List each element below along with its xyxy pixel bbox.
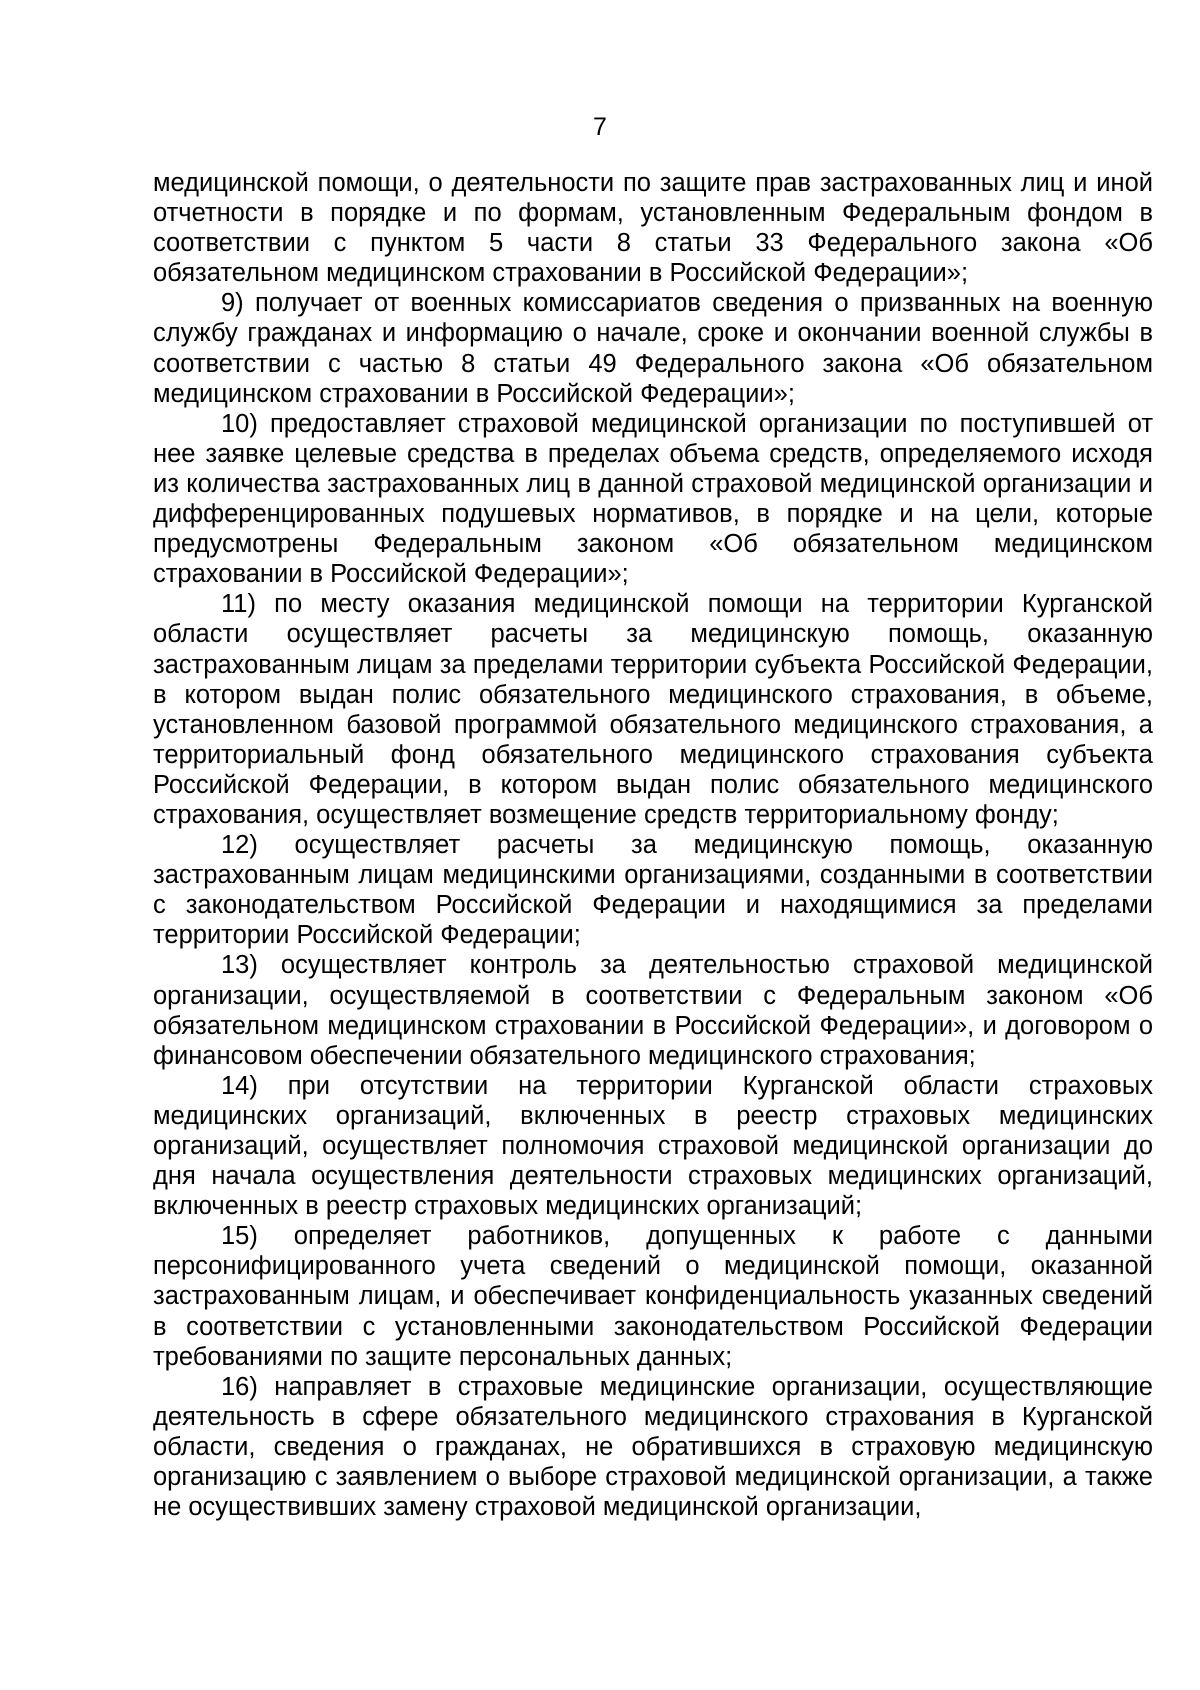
paragraph-item-9: 9) получает от военных комиссариатов сведения о призванных на военную службу гражданах и информацию о начале, сроке и окончании военной службы в соответствии с частью 8 статьи 49 Федерального закона «Об обязательном медицинском страховании в Российской Федерации»; xyxy=(153,289,1153,408)
page-number: 7 xyxy=(593,113,607,141)
paragraph-item-13: 13) осуществляет контроль за деятельностью страховой медицинской организации, осуществляемой в соответствии с Федеральным законом «Об обязательном медицинском страховании в Российской Федерации», и договором о финансовом обеспечении обязательного медицинского страхования; xyxy=(153,951,1153,1070)
document-body xyxy=(153,168,1153,1522)
paragraph-continuation: медицинской помощи, о деятельности по защите прав застрахованных лиц и иной отчетности в порядке и по формам, установленным Федеральным фондом в соответствии с пунктом 5 части 8 статьи 33 Федерального закона «Об обязательном медицинском страховании в Российской Федерации»; xyxy=(153,169,1153,288)
paragraph-item-14: 14) при отсутствии на территории Курганской области страховых медицинских организаций, включенных в реестр страховых медицинских организаций, осуществляет полномочия страховой медицинской организации до дня начала осуществления деятельности страховых медицинских организаций, включенных в реестр страховых медицинских организаций; xyxy=(153,1071,1153,1221)
paragraph-item-12: 12) осуществляет расчеты за медицинскую помощь, оказанную застрахованным лицам медицинскими организациями, созданными в соответствии с законодательством Российской Федерации и находящимися за пределами территории Российской Федерации; xyxy=(153,831,1153,950)
paragraph-item-15: 15) определяет работников, допущенных к работе с данными персонифицированного учета сведений о медицинской помощи, оказанной застрахованным лицам, и обеспечивает конфиденциальность указанных сведений в соответствии с установленными законодательством Российской Федерации требованиями по защите персональных данных; xyxy=(153,1222,1153,1371)
paragraph-item-11: 11) по месту оказания медицинской помощи на территории Курганской области осуществляет расчеты за медицинскую помощь, оказанную застрахованным лицам за пределами территории субъекта Российской Федерации, в котором выдан полис обязательного медицинского страхования, в объеме, установленном базовой программой обязательного медицинского страхования, а территориальный фонд обязательного медицинского страхования субъекта Российской Федерации, в котором выдан полис обязательного медицинского страхования, осуществляет возмещение средств территориальному фонду; xyxy=(153,590,1153,829)
paragraph-item-10: 10) предоставляет страховой медицинской организации по поступившей от нее заявке целевые средства в пределах объема средств, определяемого исходя из количества застрахованных лиц в данной страховой медицинской организации и дифференцированных подушевых нормативов, в порядке и на цели, которые предусмотрены Федеральным законом «Об обязательном медицинском страховании в Российской Федерации»; xyxy=(153,409,1153,589)
paragraph-item-16: 16) направляет в страховые медицинские организации, осуществляющие деятельность в сфере обязательного медицинского страхования в Курганской области, сведения о гражданах, не обратившихся в страховую медицинскую организацию с заявлением о выборе страховой медицинской организации, а также не осуществивших замену страховой медицинской организации, xyxy=(153,1372,1153,1522)
